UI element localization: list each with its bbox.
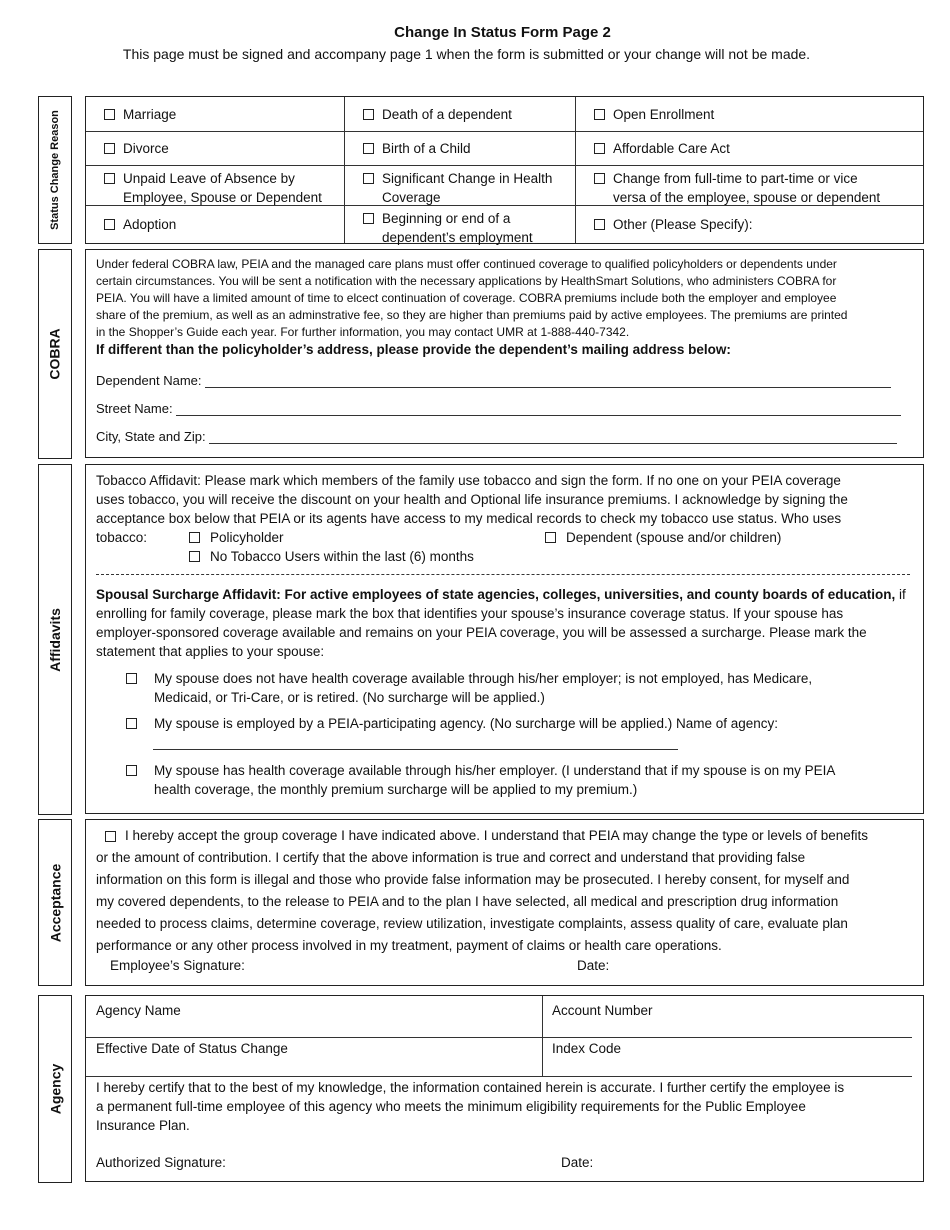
status-reason-label: Marriage	[123, 106, 177, 122]
checkbox-icon[interactable]	[126, 718, 137, 729]
checkbox-icon[interactable]	[104, 109, 115, 120]
status-reason-label: Unpaid Leave of Absence by	[123, 171, 295, 186]
status-reason-open-enrollment[interactable]	[576, 97, 923, 132]
acceptance-box	[85, 819, 924, 986]
affidavits-section-label: Affidavits	[38, 464, 72, 815]
agency-name-line[interactable]	[153, 749, 678, 750]
tobacco-word: tobacco:	[96, 530, 148, 545]
spousal-option-no-coverage[interactable]: My spouse does not have health coverage available through his/her employer; is not employed, has Medicare, Medicaid, or Tri-Care, or is retired. (No surcharge will be applied.)	[126, 669, 812, 707]
checkbox-icon[interactable]	[104, 173, 115, 184]
spousal-text: Spousal Surcharge Affidavit: For active employees of state agencies, colleges, universities, and county boards of education, if enrolling for family coverage, please mark the box that identifies your spouse’s insurance coverage status. If your spouse has employer-sponsored coverage available and remains on your PEIA coverage, you will be assessed a surcharge. Please mark the statement that applies to your spouse:	[96, 587, 906, 659]
status-reason-label: Death of a dependent	[382, 106, 512, 122]
agency-box	[85, 995, 924, 1182]
affidavits-box	[85, 464, 924, 814]
status-reason-label: Divorce	[123, 141, 169, 156]
section-divider	[96, 574, 910, 575]
status-reason-grid	[85, 96, 924, 244]
authorized-signature-field[interactable]: Authorized Signature:	[96, 1155, 226, 1170]
street-name-field[interactable]: Street Name:	[96, 401, 901, 416]
status-reason-label: Employee, Spouse or Dependent	[123, 190, 322, 205]
status-reason-full-part-time-change[interactable]	[576, 166, 923, 206]
status-reason-label: Coverage	[382, 190, 441, 205]
cobra-section-label: COBRA	[38, 249, 72, 459]
checkbox-icon[interactable]	[363, 213, 374, 224]
status-reason-label: Open Enrollment	[613, 106, 715, 122]
tobacco-policyholder-option[interactable]: Policyholder	[189, 528, 284, 547]
agency-certification-text: I hereby certify that to the best of my knowledge, the information contained herein is accurate. I further certify the employee is a permanent full-time employee of this agency who meets the minimum eligibility requirements for the Public Employee Insurance Plan.	[96, 1080, 845, 1133]
checkbox-icon[interactable]	[594, 173, 605, 184]
index-code-field[interactable]: Index Code	[542, 1038, 912, 1077]
status-reason-label: Change from full-time to part-time or vice	[613, 171, 858, 186]
cobra-text: Under federal COBRA law, PEIA and the managed care plans must offer continued coverage to qualified policyholders or dependents under certain circumstances. You will be sent a notification with the necessary applications by HealthSmart Solutions, who administers COBRA for PEIA. You will have a limited amount of time to elcect continuation of coverage. COBRA premiums include both the employer and employee share of the premium, as well as an adminstrative fee, so they are higher than premiums paid by active employees. The premiums are printed in the Shopper’s Guide each year. For further information, you may contact UMR at 1-888-440-7342.	[96, 257, 848, 339]
status-reason-label: versa of the employee, spouse or dependent	[613, 190, 881, 205]
tobacco-dependent-option[interactable]: Dependent (spouse and/or children)	[545, 528, 781, 547]
status-reason-label: Beginning or end of a	[382, 211, 511, 226]
checkbox-icon[interactable]	[363, 109, 374, 120]
employee-date-field[interactable]: Date:	[577, 958, 610, 973]
tobacco-text: Tobacco Affidavit: Please mark which members of the family use tobacco and sign the form. If no one on your PEIA coverage uses tobacco, you will receive the discount on your health and Optional life insurance premiums. I acknowledge by signing the acceptance box below that PEIA or its agents have access to my medical records to check my tobacco use status. Who uses	[96, 473, 848, 526]
status-reason-label: Adoption	[123, 217, 177, 232]
agency-section-label: Agency	[38, 995, 72, 1183]
checkbox-icon[interactable]	[189, 551, 200, 562]
status-reason-label: Significant Change in Health	[382, 171, 553, 186]
checkbox-icon[interactable]	[594, 219, 605, 230]
status-reason-significant-change-health[interactable]	[345, 166, 576, 206]
checkbox-icon[interactable]	[594, 143, 605, 154]
status-reason-label: dependent’s employment	[382, 230, 533, 245]
acceptance-section-label: Acceptance	[38, 819, 72, 986]
status-section-label: Status Change Reason	[38, 96, 72, 244]
status-reason-birth-of-child[interactable]	[345, 132, 576, 166]
page-title: Change In Status Form Page 2	[394, 24, 611, 41]
status-reason-label: Other (Please Specify):	[613, 217, 753, 232]
status-reason-label: Affordable Care Act	[613, 141, 730, 156]
status-reason-divorce[interactable]	[86, 132, 345, 166]
tobacco-no-users-option[interactable]: No Tobacco Users within the last (6) months	[189, 547, 474, 566]
checkbox-icon[interactable]	[545, 532, 556, 543]
employee-signature-field[interactable]: Employee’s Signature:	[110, 958, 245, 973]
dependent-name-field[interactable]: Dependent Name:	[96, 373, 891, 388]
account-number-field[interactable]: Account Number	[542, 996, 912, 1038]
spousal-option-employer-coverage[interactable]: My spouse has health coverage available through his/her employer. (I understand that if my spouse is on my PEIA health coverage, the monthly premium surcharge will be applied to my premium.)	[126, 761, 835, 799]
acceptance-checkbox[interactable]	[105, 831, 116, 842]
status-reason-adoption[interactable]	[86, 206, 345, 243]
status-reason-label: Birth of a Child	[382, 141, 471, 156]
checkbox-icon[interactable]	[126, 673, 137, 684]
checkbox-icon[interactable]	[104, 143, 115, 154]
status-reason-unpaid-leave[interactable]	[86, 166, 345, 206]
city-state-zip-field[interactable]: City, State and Zip:	[96, 429, 897, 444]
checkbox-icon[interactable]	[363, 173, 374, 184]
status-reason-dependent-employment[interactable]	[345, 206, 576, 243]
checkbox-icon[interactable]	[594, 109, 605, 120]
effective-date-field[interactable]: Effective Date of Status Change	[86, 1038, 543, 1077]
cobra-box	[85, 249, 924, 458]
checkbox-icon[interactable]	[104, 219, 115, 230]
status-reason-affordable-care-act[interactable]	[576, 132, 923, 166]
spousal-option-peia-agency[interactable]: My spouse is employed by a PEIA-participating agency. (No surcharge will be applied.) Name of agency:	[126, 714, 778, 733]
page-subtitle: This page must be signed and accompany page 1 when the form is submitted or your change will not be made.	[122, 46, 811, 62]
status-reason-other-specify[interactable]	[576, 206, 923, 243]
checkbox-icon[interactable]	[189, 532, 200, 543]
checkbox-icon[interactable]	[126, 765, 137, 776]
cobra-address-heading: If different than the policyholder’s address, please provide the dependent’s mailing address below:	[96, 342, 731, 357]
agency-date-field[interactable]: Date:	[561, 1155, 594, 1170]
status-reason-death-of-dependent[interactable]	[345, 97, 576, 132]
checkbox-icon[interactable]	[363, 143, 374, 154]
status-reason-marriage[interactable]	[86, 97, 345, 132]
agency-name-field[interactable]: Agency Name	[86, 996, 543, 1038]
acceptance-text: I hereby accept the group coverage I have indicated above. I understand that PEIA may change the type or levels of benefits or the amount of contribution. I certify that the above information is true and correct and understand that providing false information on this form is illegal and those who provide false information may be prosecuted. I hereby consent, for myself and my covered dependents, to the release to PEIA and to the plan I have selected, all medical and prescription drug information needed to process claims, determine coverage, review utilization, investigate complaints, assess quality of care, evaluate plan performance or any other process involved in my treatment, payment of claims or health care operations.	[96, 828, 868, 953]
